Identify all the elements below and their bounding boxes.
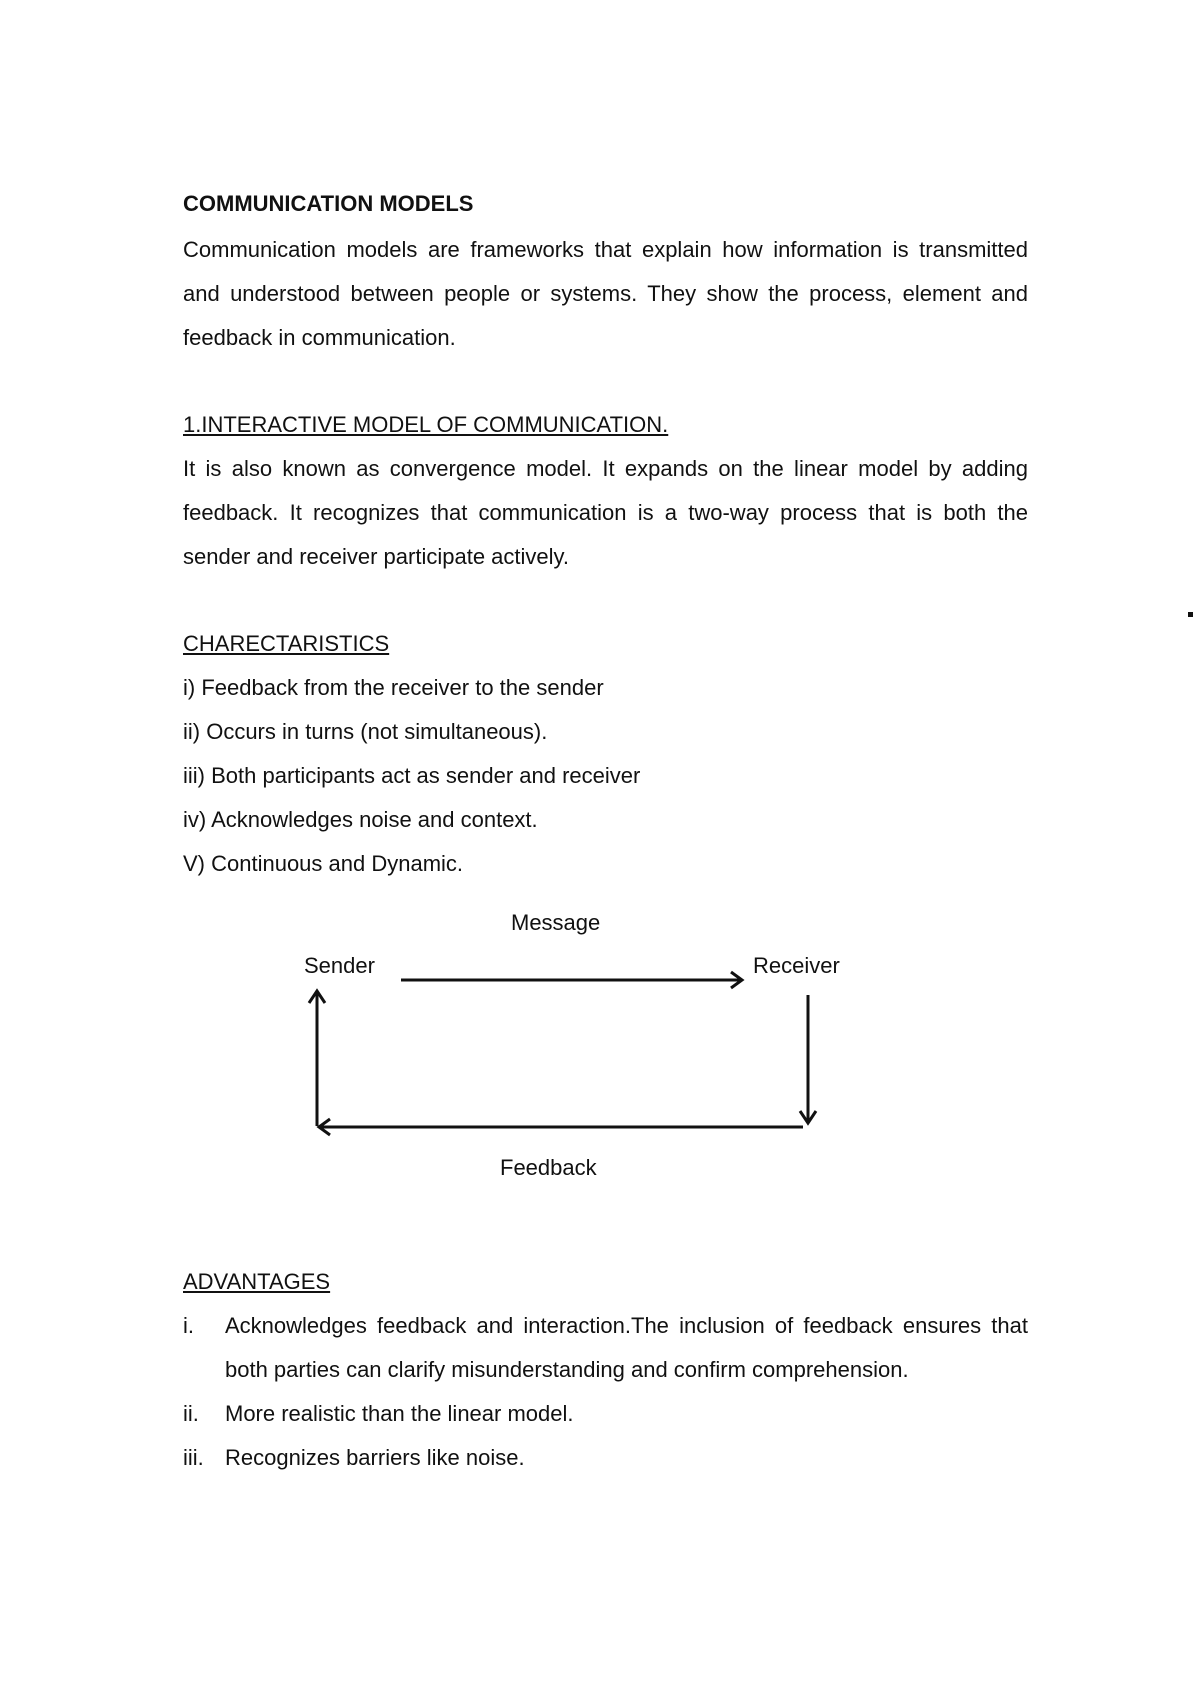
- spacer: [183, 360, 1028, 403]
- intro-paragraph: Communication models are frameworks that explain how information is transmitted and understood between people or systems. They show the process, element and feedback in communication.: [183, 237, 1028, 350]
- feedback-arrow-icon: [319, 1119, 803, 1135]
- document-body: [183, 188, 1028, 1480]
- list-item-number: ii.: [183, 1401, 199, 1426]
- characteristics-heading: CHARECTARISTICS: [183, 631, 390, 656]
- sender-up-arrow-icon: [309, 991, 325, 1126]
- list-item: [183, 1304, 1028, 1392]
- list-item-number: i.: [183, 1313, 194, 1338]
- advantages-heading: ADVANTAGES: [183, 1269, 331, 1294]
- list-item: [183, 1436, 1028, 1480]
- spacer: [183, 579, 1028, 622]
- list-item-text: More realistic than the linear model.: [225, 1401, 574, 1426]
- list-item-text: Recognizes barriers like noise.: [225, 1445, 525, 1470]
- advantages-list: [183, 1304, 1028, 1480]
- stray-mark: [1188, 612, 1193, 617]
- list-item-number: iii.: [183, 1445, 204, 1470]
- sender-label: Sender: [304, 953, 375, 978]
- receiver-label: Receiver: [753, 953, 840, 978]
- section1-heading: 1.INTERACTIVE MODEL OF COMMUNICATION.: [183, 412, 669, 437]
- document-title: COMMUNICATION MODELS: [183, 191, 474, 216]
- list-item: [183, 1392, 1028, 1436]
- receiver-down-arrow-icon: [800, 995, 816, 1123]
- characteristic-item: iv) Acknowledges noise and context.: [183, 807, 538, 832]
- message-label: Message: [511, 910, 601, 935]
- message-arrow-icon: [401, 972, 742, 988]
- characteristic-item: i) Feedback from the receiver to the sender: [183, 675, 604, 700]
- section1-paragraph: It is also known as convergence model. It expands on the linear model by adding feedback. It recognizes that communication is a two-way process that is both the sender and receiver participate actively.: [183, 456, 1028, 569]
- characteristic-item: iii) Both participants act as sender and receiver: [183, 763, 641, 788]
- feedback-label: Feedback: [500, 1155, 597, 1180]
- diagram-arrows: [183, 900, 1028, 1260]
- interactive-model-diagram: [183, 900, 1028, 1260]
- characteristic-item: V) Continuous and Dynamic.: [183, 851, 464, 876]
- list-item-text: Acknowledges feedback and interaction.The inclusion of feedback ensures that both parties can clarify misunderstanding and confirm comprehension.: [225, 1313, 1028, 1382]
- characteristic-item: ii) Occurs in turns (not simultaneous).: [183, 719, 548, 744]
